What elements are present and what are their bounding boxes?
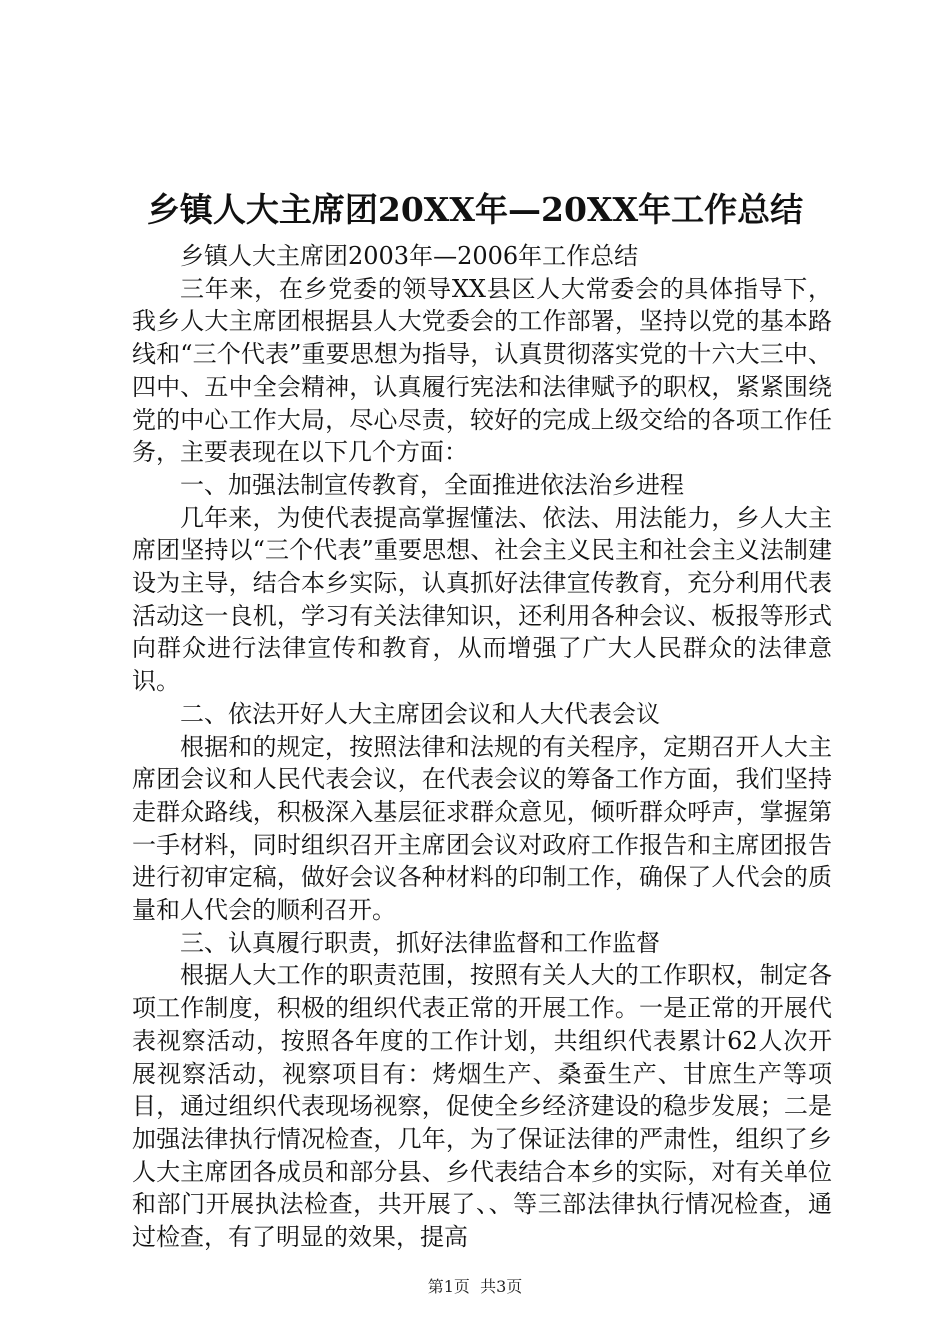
document-title: 乡镇人大主席团20XX年—20XX年工作总结 — [146, 190, 804, 229]
section-heading-2: 二、依法开好人大主席团会议和人大代表会议 — [180, 699, 660, 728]
page-footer — [0, 1276, 950, 1298]
section-heading-1: 一、加强法制宣传教育，全面推进依法治乡进程 — [180, 470, 684, 499]
section-2-paragraph: 根据和的规定，按照法律和法规的有关程序，定期召开人大主席团会议和人民代表会议，在代表会议的筹备工作方面，我们坚持走群众路线，积极深入基层征求群众意见，倾听群众呼声，掌握第一手材料，同时组织召开主席团会议对政府工作报告和主席团报告进行初审定稿，做好会议各种材料的印制工作，确保了人代会的质量和人代会的顺利召开。 — [132, 732, 832, 925]
section-1-paragraph: 几年来，为使代表提高掌握懂法、依法、用法能力，乡人大主席团坚持以“三个代表”重要思想、社会主义民主和社会主义法制建设为主导，结合本乡实际，认真抓好法律宣传教育，充分利用代表活动这一良机，学习有关法律知识，还利用各种会议、板报等形式向群众进行法律宣传和教育，从而增强了广大人民群众的法律意识。 — [132, 503, 832, 696]
document-body — [132, 240, 832, 1254]
section-3-paragraph: 根据人大工作的职责范围，按照有关人大的工作职权，制定各项工作制度，积极的组织代表正常的开展工作。一是正常的开展代表视察活动，按照各年度的工作计划，共组织代表累计62人次开展视察活动，视察项目有：烤烟生产、桑蚕生产、甘庶生产等项目，通过组织代表现场视察，促使全乡经济建设的稳步发展；二是加强法律执行情况检查，几年，为了保证法律的严肃性，组织了乡人大主席团各成员和部分县、乡代表结合本乡的实际，对有关单位和部门开展执法检查，共开展了、、等三部法律执行情况检查，通过检查，有了明显的效果，提高 — [132, 961, 832, 1252]
page-number-label: 第1页 共3页 — [427, 1277, 523, 1296]
section-heading-3: 三、认真履行职责，抓好法律监督和工作监督 — [180, 928, 660, 957]
intro-paragraph: 三年来，在乡党委的领导XX县区人大常委会的具体指导下，我乡人大主席团根据县人大党委会的工作部署，坚持以党的基本路线和“三个代表”重要思想为指导，认真贯彻落实党的十六大三中、四中、五中全会精神，认真履行宪法和法律赋予的职权，紧紧围绕党的中心工作大局，尽心尽责，较好的完成上级交给的各项工作任务，主要表现在以下几个方面： — [132, 274, 832, 467]
subtitle-paragraph: 乡镇人大主席团2003年—2006年工作总结 — [180, 242, 639, 270]
